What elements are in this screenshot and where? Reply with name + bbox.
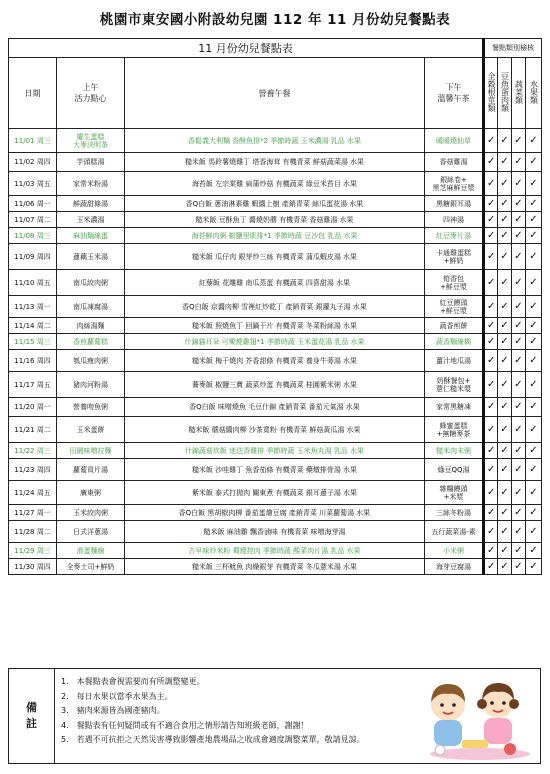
lunch-cell: 什錦蔬菇炊飯 迷迭香雞排 季節時蔬 玉米魚丸湯 乳品 水果 (125, 443, 425, 459)
table-row (9, 398, 542, 417)
table-row (9, 543, 542, 559)
check-mark-cell: ✓ (498, 505, 512, 521)
check-mark-cell: ✓ (498, 153, 512, 172)
check-mark-cell: ✓ (498, 129, 512, 153)
check-mark-cell: ✓ (526, 129, 542, 153)
check-mark-cell: ✓ (512, 459, 526, 481)
morning-snack-cell: 玉米濃湯 (57, 212, 125, 228)
check-col-vegetable: 蔬菜類 (512, 58, 526, 129)
table-row (9, 228, 542, 244)
check-mark-cell: ✓ (484, 398, 498, 417)
check-mark-cell: ✓ (512, 318, 526, 334)
date-cell: 11/20 周一 (9, 398, 57, 417)
page-title: 桃園市東安國小附設幼兒園 112 年 11 月份幼兒餐點表 (99, 12, 451, 28)
date-cell: 11/03 周五 (9, 172, 57, 196)
afternoon-snack-cell: 糙米肉末粥 (425, 443, 484, 459)
date-cell: 11/29 周三 (9, 543, 57, 559)
morning-snack-cell: 蓮藕玉米湯 (57, 244, 125, 270)
table-title: 11 月份幼兒餐點表 (9, 39, 484, 58)
check-mark-cell: ✓ (484, 172, 498, 196)
check-mark-cell: ✓ (526, 296, 542, 318)
morning-snack-cell: 田園味噌拉麵 (57, 443, 125, 459)
morning-snack-cell: 南瓜絞肉粥 (57, 270, 125, 296)
notes-list (61, 675, 365, 748)
morning-snack-cell: 日式洋蔥湯 (57, 521, 125, 543)
check-mark-cell: ✓ (512, 521, 526, 543)
date-cell: 11/23 周四 (9, 459, 57, 481)
afternoon-snack-cell: 筍香包 +鮮豆漿 (425, 270, 484, 296)
check-mark-cell: ✓ (512, 244, 526, 270)
date-cell: 11/17 周五 (9, 372, 57, 398)
check-mark-cell: ✓ (498, 459, 512, 481)
check-mark-cell: ✓ (526, 505, 542, 521)
lunch-cell: 香Q白飯 味噌燒魚 毛豆什錦 產銷青菜 番茄元氣湯 水果 (125, 398, 425, 417)
check-mark-cell: ✓ (526, 318, 542, 334)
afternoon-snack-cell: 卡通雞蛋糕 +鮮奶 (425, 244, 484, 270)
afternoon-snack-cell: 紅豆饅頭 +鮮豆漿 (425, 296, 484, 318)
check-mark-cell: ✓ (498, 417, 512, 443)
check-mark-cell: ✓ (512, 372, 526, 398)
check-mark-cell: ✓ (512, 129, 526, 153)
check-mark-cell: ✓ (526, 350, 542, 372)
check-col-fruit: 水果類 (526, 58, 542, 129)
lunch-cell: 糙米飯 豆酥魚丁 醬燒奶蘑 有機青菜 香菇雞湯 水果 (125, 212, 425, 228)
table-row (9, 129, 542, 153)
lunch-cell: 糙米飯 三杯魷魚 肉燥銀芽 有機青菜 冬瓜薏米湯 水果 (125, 559, 425, 575)
date-cell: 11/24 周五 (9, 481, 57, 505)
date-cell: 11/13 周一 (9, 296, 57, 318)
morning-snack-cell: 瓠瓜瘦肉粥 (57, 350, 125, 372)
table-row (9, 296, 542, 318)
afternoon-snack-cell: 蔬香煎餅 (425, 318, 484, 334)
morning-snack-cell: 家常米粉湯 (57, 172, 125, 196)
check-mark-cell: ✓ (498, 270, 512, 296)
morning-snack-cell: 蘿蔔貢片湯 (57, 459, 125, 481)
check-mark-cell: ✓ (526, 244, 542, 270)
morning-snack-cell: 全麥土司+鮮奶 (57, 559, 125, 575)
check-mark-cell: ✓ (498, 296, 512, 318)
table-row (9, 417, 542, 443)
lunch-cell: 海苔飯 左宗棠雞 扁蒲炒菇 有機蔬菜 綠豆米苔目 水果 (125, 172, 425, 196)
table-row (9, 459, 542, 481)
check-mark-cell: ✓ (526, 372, 542, 398)
lunch-cell: 糙米飯 馬鈴薯燒雞丁 塔香海茸 有機青菜 鮮菇蔬菜湯 水果 (125, 153, 425, 172)
date-cell: 11/21 周二 (9, 417, 57, 443)
table-row (9, 521, 542, 543)
lunch-cell: 香鬆義大利麵 香酥魚排*2 季節時蔬 玉米濃湯 乳品 水果 (125, 129, 425, 153)
check-mark-cell: ✓ (498, 443, 512, 459)
table-row (9, 505, 542, 521)
afternoon-snack-cell: 海芽豆腐湯 (425, 559, 484, 575)
table-row (9, 196, 542, 212)
check-mark-cell: ✓ (498, 521, 512, 543)
check-mark-cell: ✓ (512, 212, 526, 228)
lunch-cell: 古早味炒米粉 蜀燒控肉 季節時蔬 酸菜肉片湯 乳品 水果 (125, 543, 425, 559)
check-mark-cell: ✓ (526, 459, 542, 481)
afternoon-snack-cell: 三絲冬粉湯 (425, 505, 484, 521)
morning-snack-cell: 廣東粥 (57, 481, 125, 505)
table-row (9, 270, 542, 296)
check-mark-cell: ✓ (526, 443, 542, 459)
afternoon-snack-cell: 薑汁地瓜湯 (425, 350, 484, 372)
date-cell: 11/06 周一 (9, 196, 57, 212)
table-row (9, 372, 542, 398)
afternoon-header: 下午 溫馨午茶 (425, 58, 484, 129)
morning-snack-cell: 玉米蛋餅 (57, 417, 125, 443)
check-mark-cell: ✓ (484, 228, 498, 244)
check-mark-cell: ✓ (526, 543, 542, 559)
note-item: 1. 本餐點表會視需要而有所調整變更。 (61, 677, 205, 686)
check-mark-cell: ✓ (498, 559, 512, 575)
notes-label: 備 註 (9, 669, 55, 763)
date-cell: 11/16 周四 (9, 350, 57, 372)
table-row (9, 334, 542, 350)
check-mark-cell: ✓ (484, 481, 498, 505)
lunch-cell: 蕎麥飯 椒鹽三寶 蔬菜炒蛋 有機蔬菜 桂圓紫米粥 水果 (125, 372, 425, 398)
check-mark-cell: ✓ (498, 481, 512, 505)
check-mark-cell: ✓ (512, 196, 526, 212)
table-row (9, 244, 542, 270)
check-mark-cell: ✓ (484, 318, 498, 334)
morning-snack-cell: 肉絲湯麵 (57, 318, 125, 334)
date-cell: 11/07 周二 (9, 212, 57, 228)
afternoon-snack-cell: 小米粥 (425, 543, 484, 559)
check-mark-cell: ✓ (526, 334, 542, 350)
check-mark-cell: ✓ (484, 153, 498, 172)
note-item: 3. 豬肉來源皆為國產豬肉。 (61, 706, 165, 715)
morning-snack-cell: 香煎蘿蔔糕 (57, 334, 125, 350)
check-mark-cell: ✓ (526, 398, 542, 417)
lunch-header: 營養午餐 (125, 58, 425, 129)
check-mark-cell: ✓ (526, 228, 542, 244)
lunch-cell: 糙米飯 照燒魚丁 回鍋干片 有機青菜 冬菜粉絲湯 水果 (125, 318, 425, 334)
check-mark-cell: ✓ (512, 153, 526, 172)
date-cell: 11/22 周三 (9, 443, 57, 459)
date-cell: 11/09 周四 (9, 244, 57, 270)
check-mark-cell: ✓ (484, 129, 498, 153)
check-mark-cell: ✓ (526, 212, 542, 228)
morning-snack-cell: 玉米絞肉粥 (57, 505, 125, 521)
check-mark-cell: ✓ (498, 212, 512, 228)
check-mark-cell: ✓ (512, 505, 526, 521)
check-mark-cell: ✓ (498, 172, 512, 196)
check-mark-cell: ✓ (484, 521, 498, 543)
check-title: 餐點類別檢核 (484, 39, 542, 58)
table-row (9, 559, 542, 575)
check-mark-cell: ✓ (526, 559, 542, 575)
lunch-cell: 糙米飯 蘑菇醬肉柳 沙茶寬粉 有機青菜 鮮菇黃瓜湯 水果 (125, 417, 425, 443)
morning-header: 上午 活力點心 (57, 58, 125, 129)
date-cell: 11/27 周一 (9, 505, 57, 521)
check-mark-cell: ✓ (498, 228, 512, 244)
check-mark-cell: ✓ (484, 505, 498, 521)
afternoon-snack-cell: 五行蔬菜湯-素 (425, 521, 484, 543)
check-mark-cell: ✓ (512, 350, 526, 372)
afternoon-snack-cell: 黑糖銀耳湯 (425, 196, 484, 212)
check-mark-cell: ✓ (526, 172, 542, 196)
check-mark-cell: ✓ (498, 398, 512, 417)
afternoon-snack-cell: 紅豆麥片湯 (425, 228, 484, 244)
check-mark-cell: ✓ (498, 334, 512, 350)
morning-snack-cell: 營養吻魚粥 (57, 398, 125, 417)
date-cell: 11/01 周三 (9, 129, 57, 153)
lunch-cell: 香Q白飯 京醬肉柳 雪裡紅炒乾丁 產銷青菜 銀蘿丸子湯 水果 (125, 296, 425, 318)
lunch-cell: 紅藜飯 花雕雞 南瓜蒸蛋 有機蔬菜 四喜甜湯 水果 (125, 270, 425, 296)
lunch-cell: 糙米飯 瓜仔肉 銀芽炒三絲 有機青菜 蒲瓜蝦皮湯 水果 (125, 244, 425, 270)
check-mark-cell: ✓ (498, 318, 512, 334)
check-mark-cell: ✓ (512, 172, 526, 196)
date-header: 日期 (9, 58, 57, 129)
lunch-cell: 香Q白飯 蔥油淋素雞 蝦醬上樹 產銷青菜 絲瓜蛋花湯 水果 (125, 196, 425, 212)
date-cell: 11/14 周二 (9, 318, 57, 334)
date-cell: 11/10 周五 (9, 270, 57, 296)
check-mark-cell: ✓ (484, 372, 498, 398)
table-row (9, 212, 542, 228)
afternoon-snack-cell: 蜂蜜蛋糕 +無糖麥茶 (425, 417, 484, 443)
check-mark-cell: ✓ (512, 398, 526, 417)
meal-table (8, 38, 542, 575)
morning-snack-cell: 慶生蛋糕 大麥決明茶 (57, 129, 125, 153)
check-mark-cell: ✓ (512, 543, 526, 559)
table-row (9, 172, 542, 196)
check-mark-cell: ✓ (526, 417, 542, 443)
afternoon-snack-cell: 蔬香麵線糊 (425, 334, 484, 350)
lunch-cell: 什錦貓耳朵 可樂燒雞翅*1 季節時蔬 玉米蛋花湯 乳品 水果 (125, 334, 425, 350)
morning-snack-cell: 鮮蔬甜條湯 (57, 196, 125, 212)
check-mark-cell: ✓ (484, 244, 498, 270)
check-mark-cell: ✓ (526, 481, 542, 505)
check-mark-cell: ✓ (526, 270, 542, 296)
check-mark-cell: ✓ (484, 196, 498, 212)
check-mark-cell: ✓ (512, 228, 526, 244)
check-mark-cell: ✓ (484, 559, 498, 575)
morning-snack-cell: 滑蛋麵線 (57, 543, 125, 559)
table-row (9, 318, 542, 334)
check-mark-cell: ✓ (512, 270, 526, 296)
afternoon-snack-cell: 家常黑糖凍 (425, 398, 484, 417)
check-mark-cell: ✓ (512, 481, 526, 505)
check-mark-cell: ✓ (498, 543, 512, 559)
check-mark-cell: ✓ (512, 443, 526, 459)
lunch-cell: 海苔鮮肉粥 椒鹽里肌排*1 季節時蔬 豆沙包 乳品 水果 (125, 228, 425, 244)
check-mark-cell: ✓ (484, 417, 498, 443)
afternoon-snack-cell: 雜糧饅頭 +米漿 (425, 481, 484, 505)
check-mark-cell: ✓ (512, 417, 526, 443)
morning-snack-cell: 芋頭糕湯 (57, 153, 125, 172)
date-cell: 11/02 周四 (9, 153, 57, 172)
check-col-protein: 豆魚蛋肉類 (498, 58, 512, 129)
date-cell: 11/08 周三 (9, 228, 57, 244)
children-illustration (418, 674, 530, 760)
check-mark-cell: ✓ (484, 270, 498, 296)
afternoon-snack-cell: 香菇雞湯 (425, 153, 484, 172)
check-mark-cell: ✓ (498, 196, 512, 212)
afternoon-snack-cell: 四神湯 (425, 212, 484, 228)
date-cell: 11/30 周四 (9, 559, 57, 575)
note-item: 2. 每日水果以當季水果為主。 (61, 691, 173, 701)
date-cell: 11/28 周二 (9, 521, 57, 543)
afternoon-snack-cell: 綠豆QQ湯 (425, 459, 484, 481)
check-mark-cell: ✓ (512, 296, 526, 318)
lunch-cell: 糙米飯 麻油雞 飄香滷味 有機青菜 味噌海芽湯 (125, 521, 425, 543)
check-mark-cell: ✓ (484, 459, 498, 481)
check-mark-cell: ✓ (484, 212, 498, 228)
check-mark-cell: ✓ (498, 244, 512, 270)
check-mark-cell: ✓ (512, 334, 526, 350)
table-row (9, 153, 542, 172)
check-mark-cell: ✓ (526, 153, 542, 172)
lunch-cell: 香Q白飯 黑胡椒肉柳 番茄蛋燴豆腐 產銷青菜 川菜蘿蔔湯 水果 (125, 505, 425, 521)
check-mark-cell: ✓ (484, 443, 498, 459)
afternoon-snack-cell: 銀絲卷+ 黑芝麻鮮豆漿 (425, 172, 484, 196)
check-mark-cell: ✓ (498, 372, 512, 398)
afternoon-snack-cell: 暖暖燒仙草 (425, 129, 484, 153)
table-row (9, 481, 542, 505)
table-row (9, 443, 542, 459)
morning-snack-cell: 麻油麵線蛋 (57, 228, 125, 244)
date-cell: 11/15 周三 (9, 334, 57, 350)
afternoon-snack-cell: 奶酥餐包+ 薏仁糙米漿 (425, 372, 484, 398)
note-item: 4. 餐點表有任何疑問或有不適合食用之情形請告知班級老師，謝謝！ (61, 720, 309, 730)
check-mark-cell: ✓ (484, 543, 498, 559)
check-col-grains: 全穀根莖類 (484, 58, 498, 129)
check-mark-cell: ✓ (526, 196, 542, 212)
check-mark-cell: ✓ (484, 334, 498, 350)
check-mark-cell: ✓ (484, 296, 498, 318)
lunch-cell: 糙米飯 梅干燒肉 芥香甜條 有機青菜 養身牛蒡湯 水果 (125, 350, 425, 372)
morning-snack-cell: 南瓜凍腐湯 (57, 296, 125, 318)
check-mark-cell: ✓ (484, 350, 498, 372)
table-row (9, 350, 542, 372)
lunch-cell: 紫米飯 泰式打拋肉 關東煮 有機蔬菜 銀耳蓮子湯 水果 (125, 481, 425, 505)
lunch-cell: 糙米飯 沙哇雞丁 魚香茄條 有機青菜 藥燉排骨湯 水果 (125, 459, 425, 481)
check-mark-cell: ✓ (512, 559, 526, 575)
check-mark-cell: ✓ (498, 350, 512, 372)
check-mark-cell: ✓ (526, 521, 542, 543)
morning-snack-cell: 豬肉河粉湯 (57, 372, 125, 398)
note-item: 5. 若遇不可抗拒之天然災害導致影響產地農場品之收成會適度調整菜單，敬請見諒。 (61, 735, 365, 744)
